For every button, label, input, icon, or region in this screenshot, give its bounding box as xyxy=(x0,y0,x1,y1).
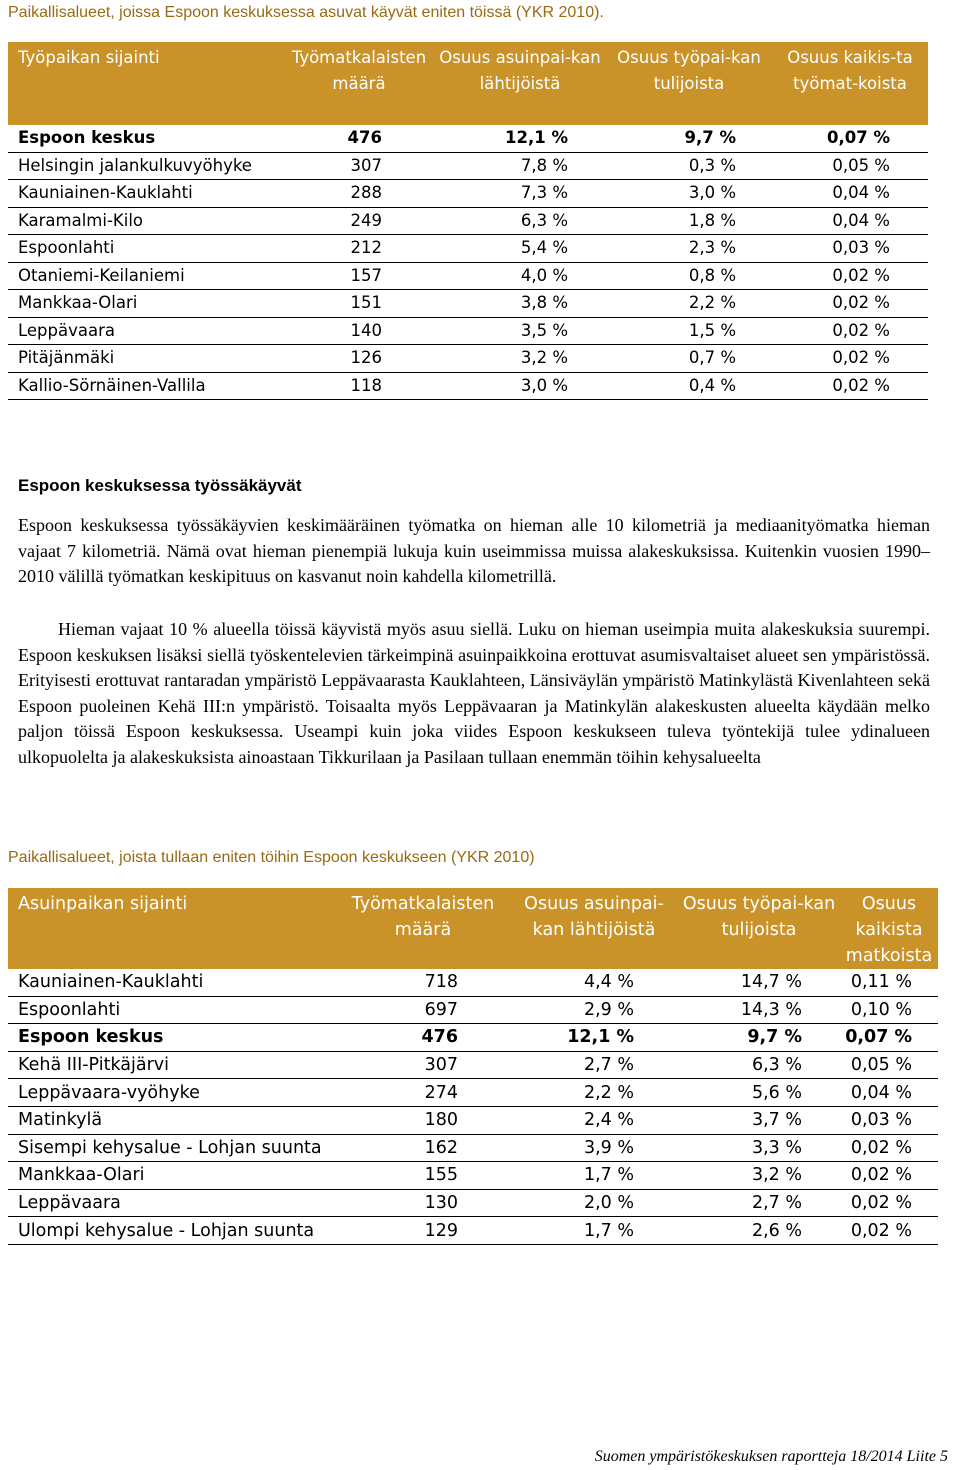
column-header: Osuus työpai-kan tulijoista xyxy=(678,888,840,969)
table-cell: 2,7 % xyxy=(678,1189,840,1217)
table-cell: 14,3 % xyxy=(678,996,840,1024)
table-cell: 5,4 % xyxy=(434,235,606,263)
table-cell: Mankkaa-Olari xyxy=(8,290,284,318)
table-cell: 0,02 % xyxy=(772,317,928,345)
column-header: Osuus kaikis-ta työmat-koista xyxy=(772,42,928,125)
table-cell: 3,0 % xyxy=(606,180,772,208)
body-paragraph: Hieman vajaat 10 % alueella töissä käyvistä myös asuu siellä. Luku on hieman useimpia muita alakeskuksia suurempi. Espoon keskuksen lisäksi siellä työskentelevien tärkeimpinä asuinpaikkoina erottuvat asumisvaltaiset alueet sen ympäristössä. Erityisesti erottuvat rantaradan ympäristö Leppävaarasta Kauklahteen, Länsiväylän ympäristö Matinkylästä Kivenlahteen sekä Espoon puoleinen Kehä III:n ympäristö. Toisaalta myös Leppävaaran ja Matinkylän alakeskusten alueelta käydään melko paljon töissä Espoon keskuksessa. Useampi kuin joka viides Espoon keskukseen tuleva työntekijä tulee ydinalueen ulkopuolelta ja alakeskuksista ainoastaan Tikkurilaan ja Pasilaan tullaan enemmän töihin kehysalueelta xyxy=(18,619,930,767)
table-cell: 3,2 % xyxy=(678,1162,840,1190)
table-cell: 5,6 % xyxy=(678,1079,840,1107)
column-header: Osuus asuinpai-kan lähtijöistä xyxy=(434,42,606,125)
table-cell: 0,04 % xyxy=(772,180,928,208)
table-cell: 6,3 % xyxy=(434,207,606,235)
table-cell: 307 xyxy=(336,1051,510,1079)
table-cell: Espoonlahti xyxy=(8,996,336,1024)
table-cell: Kallio-Sörnäinen-Vallila xyxy=(8,372,284,400)
table-cell: Leppävaara xyxy=(8,1189,336,1217)
table-cell: 1,7 % xyxy=(510,1162,678,1190)
table2-caption: Paikallisalueet, joista tullaan eniten töihin Espoon keskukseen (YKR 2010) xyxy=(8,849,535,866)
column-header: Asuinpaikan sijainti xyxy=(8,888,336,969)
table-cell: 274 xyxy=(336,1079,510,1107)
table-cell: 212 xyxy=(284,235,434,263)
column-header: Osuus työpai-kan tulijoista xyxy=(606,42,772,125)
table-cell: 4,4 % xyxy=(510,969,678,996)
table-row xyxy=(8,1079,938,1107)
table-cell: 0,02 % xyxy=(772,290,928,318)
table-cell: Espoon keskus xyxy=(8,1024,336,1052)
table-cell: 3,5 % xyxy=(434,317,606,345)
table-cell: Kauniainen-Kauklahti xyxy=(8,969,336,996)
table-cell: 2,0 % xyxy=(510,1189,678,1217)
table-cell: 3,9 % xyxy=(510,1134,678,1162)
table-cell: 6,3 % xyxy=(678,1051,840,1079)
table-row xyxy=(8,235,928,263)
table-row xyxy=(8,1106,938,1134)
table-cell: Matinkylä xyxy=(8,1106,336,1134)
table-cell: 2,2 % xyxy=(606,290,772,318)
table-cell: 118 xyxy=(284,372,434,400)
table-cell: Sisempi kehysalue - Lohjan suunta xyxy=(8,1134,336,1162)
table-cell: Karamalmi-Kilo xyxy=(8,207,284,235)
table-cell: Pitäjänmäki xyxy=(8,345,284,373)
table-cell: 307 xyxy=(284,152,434,180)
column-header: Työmatkalaisten määrä xyxy=(284,42,434,125)
table-cell: 0,03 % xyxy=(840,1106,938,1134)
table-cell: 2,9 % xyxy=(510,996,678,1024)
table-cell: 3,0 % xyxy=(434,372,606,400)
table-cell: 151 xyxy=(284,290,434,318)
table-cell: 1,8 % xyxy=(606,207,772,235)
table-row xyxy=(8,969,938,996)
table-cell: Otaniemi-Keilaniemi xyxy=(8,262,284,290)
table-cell: 288 xyxy=(284,180,434,208)
table-cell: 2,6 % xyxy=(678,1217,840,1245)
column-header: Työmatkalaisten määrä xyxy=(336,888,510,969)
column-header: Työpaikan sijainti xyxy=(8,42,284,125)
table-cell: 1,7 % xyxy=(510,1217,678,1245)
table-cell: 3,7 % xyxy=(678,1106,840,1134)
table-cell: 0,02 % xyxy=(840,1134,938,1162)
table-cell: 0,02 % xyxy=(772,262,928,290)
table-cell: 9,7 % xyxy=(678,1024,840,1052)
table-row xyxy=(8,262,928,290)
table-cell: 3,2 % xyxy=(434,345,606,373)
table-cell: 0,03 % xyxy=(772,235,928,263)
body-paragraph: Espoon keskuksessa työssäkäyvien keskimääräinen työmatka on hieman alle 10 kilometriä ja mediaanityömatka hieman vajaat 7 kilometriä. Nämä ovat hieman pienempiä lukuja kuin useimmissa muissa alakeskuksissa. Kuitenkin vuosien 1990–2010 välillä työmatkan keskipituus on kasvanut noin kahdella kilometrillä. xyxy=(18,515,930,587)
table-row xyxy=(8,152,928,180)
table-row xyxy=(8,372,928,400)
table-cell: 1,5 % xyxy=(606,317,772,345)
table-row xyxy=(8,1189,938,1217)
table-cell: Leppävaara xyxy=(8,317,284,345)
table-cell: 0,07 % xyxy=(840,1024,938,1052)
table-cell: Kehä III-Pitkäjärvi xyxy=(8,1051,336,1079)
table-cell: 0,02 % xyxy=(840,1217,938,1245)
table-row xyxy=(8,1051,938,1079)
table-row xyxy=(8,996,938,1024)
table-row xyxy=(8,1217,938,1245)
table-cell: 126 xyxy=(284,345,434,373)
table-cell: 129 xyxy=(336,1217,510,1245)
table-row xyxy=(8,317,928,345)
table-cell: 697 xyxy=(336,996,510,1024)
table-cell: 0,02 % xyxy=(840,1162,938,1190)
table-cell: 9,7 % xyxy=(606,125,772,152)
table-cell: 155 xyxy=(336,1162,510,1190)
table-header-row xyxy=(8,42,928,125)
table-cell: Leppävaara-vyöhyke xyxy=(8,1079,336,1107)
table-cell: 3,3 % xyxy=(678,1134,840,1162)
table-row xyxy=(8,1162,938,1190)
table-cell: Ulompi kehysalue - Lohjan suunta xyxy=(8,1217,336,1245)
table-cell: 3,8 % xyxy=(434,290,606,318)
table-cell: 0,04 % xyxy=(772,207,928,235)
column-header: Osuus asuinpai-kan lähtijöistä xyxy=(510,888,678,969)
section-heading: Espoon keskuksessa työssäkäyvät xyxy=(18,476,302,495)
table-cell: 14,7 % xyxy=(678,969,840,996)
table-cell: 2,2 % xyxy=(510,1079,678,1107)
page-footer: Suomen ympäristökeskuksen raportteja 18/2014 Liite 5 xyxy=(594,1448,948,1465)
table-cell: 2,4 % xyxy=(510,1106,678,1134)
table-cell: 476 xyxy=(284,125,434,152)
table-row xyxy=(8,1134,938,1162)
table-row xyxy=(8,1024,938,1052)
table-cell: Espoon keskus xyxy=(8,125,284,152)
table-cell: Kauniainen-Kauklahti xyxy=(8,180,284,208)
table-cell: 7,8 % xyxy=(434,152,606,180)
table-cell: 0,4 % xyxy=(606,372,772,400)
table-cell: 0,05 % xyxy=(840,1051,938,1079)
table-cell: 0,04 % xyxy=(840,1079,938,1107)
table-row xyxy=(8,345,928,373)
table-cell: 7,3 % xyxy=(434,180,606,208)
table-row xyxy=(8,207,928,235)
table-cell: 0,11 % xyxy=(840,969,938,996)
table-cell: 157 xyxy=(284,262,434,290)
table-cell: 12,1 % xyxy=(434,125,606,152)
table-cell: 2,3 % xyxy=(606,235,772,263)
table-cell: 249 xyxy=(284,207,434,235)
table-cell: 180 xyxy=(336,1106,510,1134)
table-cell: 0,02 % xyxy=(772,372,928,400)
table-row xyxy=(8,125,928,152)
table-cell: 0,10 % xyxy=(840,996,938,1024)
residence-table xyxy=(8,888,938,1245)
table-cell: 0,7 % xyxy=(606,345,772,373)
table-cell: 2,7 % xyxy=(510,1051,678,1079)
column-header: Osuus kaikista matkoista xyxy=(840,888,938,969)
table-cell: 0,02 % xyxy=(840,1189,938,1217)
table1-caption: Paikallisalueet, joissa Espoon keskuksessa asuvat käyvät eniten töissä (YKR 2010). xyxy=(8,4,604,21)
table-cell: 0,02 % xyxy=(772,345,928,373)
table-cell: 0,07 % xyxy=(772,125,928,152)
table-header-row xyxy=(8,888,938,969)
table-cell: 0,3 % xyxy=(606,152,772,180)
table-cell: 0,05 % xyxy=(772,152,928,180)
table-cell: 162 xyxy=(336,1134,510,1162)
table-cell: Espoonlahti xyxy=(8,235,284,263)
table-cell: 140 xyxy=(284,317,434,345)
table-cell: Mankkaa-Olari xyxy=(8,1162,336,1190)
table-row xyxy=(8,180,928,208)
table-cell: 130 xyxy=(336,1189,510,1217)
table-row xyxy=(8,290,928,318)
table-cell: 12,1 % xyxy=(510,1024,678,1052)
table-cell: 0,8 % xyxy=(606,262,772,290)
table-cell: 4,0 % xyxy=(434,262,606,290)
table-cell: 718 xyxy=(336,969,510,996)
workplace-table xyxy=(8,42,928,400)
table-cell: Helsingin jalankulkuvyöhyke xyxy=(8,152,284,180)
table-cell: 476 xyxy=(336,1024,510,1052)
